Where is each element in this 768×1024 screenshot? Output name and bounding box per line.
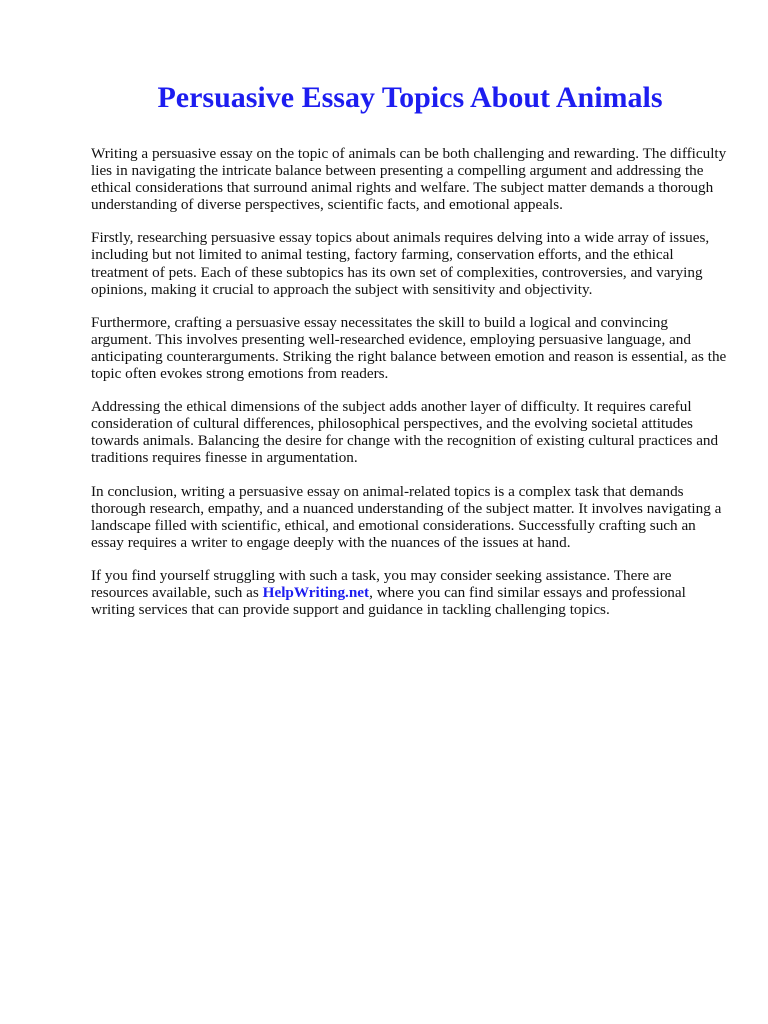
assistance-text-after: , where you can find similar essays and professional writing services that can provide support and guidance in tackling challenging topics. bbox=[91, 583, 686, 619]
paragraph-assistance bbox=[91, 567, 731, 618]
paragraph-research: Firstly, researching persuasive essay topics about animals requires delving into a wide array of issues, including but not limited to animal testing, factory farming, conservation efforts, and the ethical treatment of pets. Each of these subtopics has its own set of complexities, controversies, and varying opinions, making it crucial to approach the subject with sensitivity and objectivity. bbox=[91, 229, 710, 298]
paragraph-ethics: Addressing the ethical dimensions of the subject adds another layer of difficulty. It requires careful consideration of cultural differences, philosophical perspectives, and the evolving societal attitudes towards animals. Balancing the desire for change with the recognition of existing cultural practices and traditions requires finesse in argumentation. bbox=[91, 398, 719, 467]
paragraph-conclusion: In conclusion, writing a persuasive essay on animal-related topics is a complex task that demands thorough research, empathy, and a nuanced understanding of the subject matter. It involves navigating a landscape filled with scientific, ethical, and emotional considerations. Successfully crafting such an essay requires a writer to engage deeply with the nuances of the issues at hand. bbox=[91, 482, 722, 551]
essay-body bbox=[91, 145, 731, 634]
assistance-text-before: If you find yourself struggling with such a task, you may consider seeking assistance. There are resources available, such as bbox=[91, 566, 672, 601]
paragraph-argument: Furthermore, crafting a persuasive essay necessitates the skill to build a logical and convincing argument. This involves presenting well-researched evidence, employing persuasive language, and anticipating counterarguments. Striking the right balance between emotion and reason is essential, as the topic often evokes strong emotions from readers. bbox=[91, 313, 727, 383]
page-title: Persuasive Essay Topics About Animals bbox=[157, 81, 663, 114]
paragraph-intro: Writing a persuasive essay on the topic of animals can be both challenging and rewarding. The difficulty lies in navigating the intricate balance between presenting a compelling argument and addressing the ethical considerations that surround animal rights and welfare. The subject matter demands a thorough understanding of diverse perspectives, scientific facts, and emotional appeals. bbox=[91, 145, 727, 214]
helpwriting-link[interactable]: HelpWriting.net bbox=[262, 583, 370, 601]
